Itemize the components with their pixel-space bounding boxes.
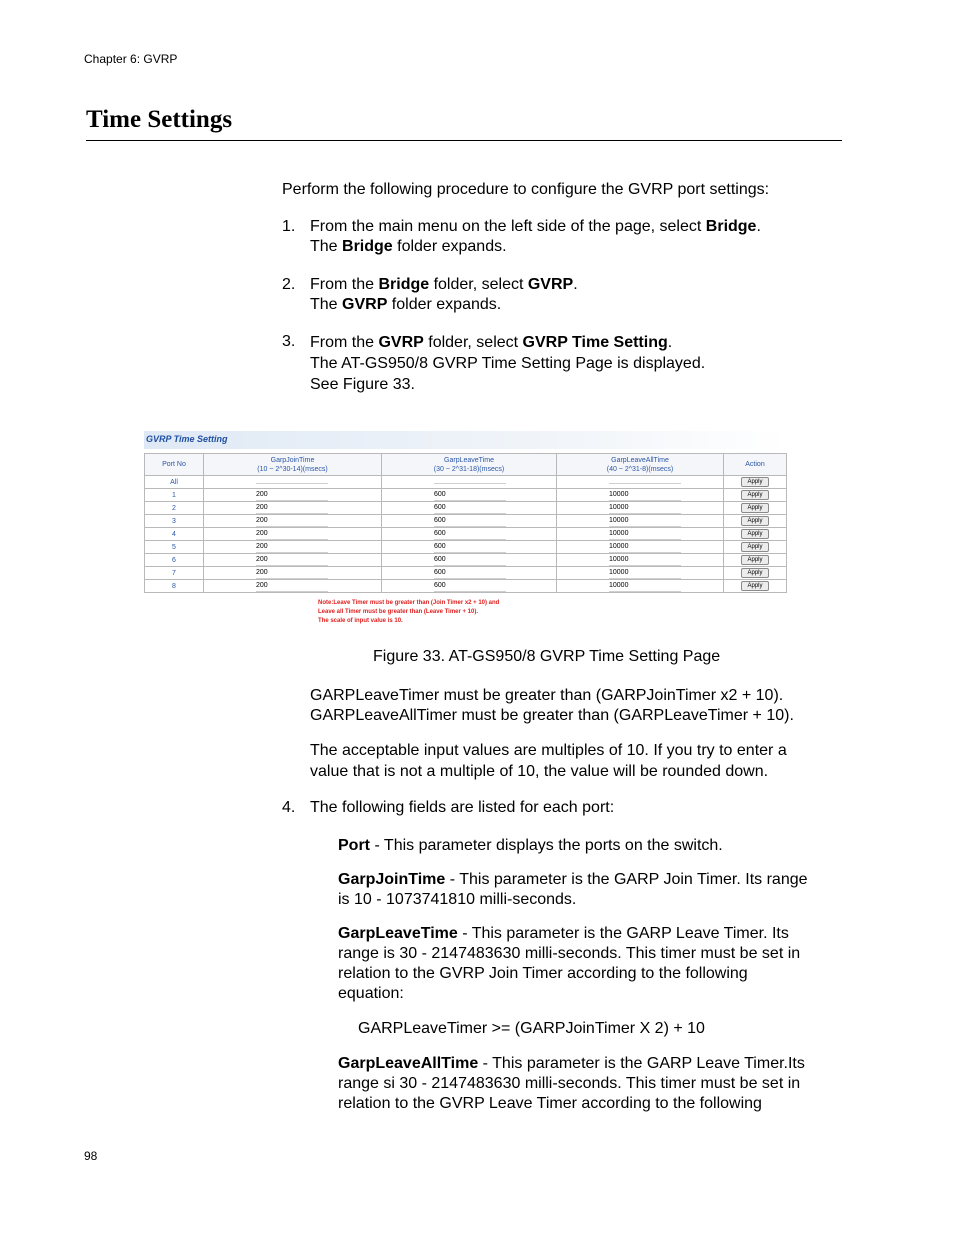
leave-input-value: 600 [434, 490, 506, 501]
column-header-port: Port No [145, 454, 204, 476]
timer-rule-paragraph: GARPLeaveTimer must be greater than (GARPJoinTimer x2 + 10). GARPLeaveAllTimer must be greater than (GARPLeaveTimer + 10). [310, 687, 794, 724]
leave-input[interactable] [382, 515, 557, 528]
page-number: 98 [84, 1149, 98, 1163]
column-header-action: Action [724, 454, 787, 476]
leave-input[interactable] [382, 476, 557, 489]
join-input[interactable] [204, 554, 382, 567]
leaveall-input[interactable] [557, 489, 724, 502]
table-row [145, 567, 787, 580]
leave-input-value: 600 [434, 516, 506, 527]
join-input[interactable] [204, 541, 382, 554]
gvrp-time-table [144, 453, 787, 593]
leaveall-input-value: 10000 [609, 555, 681, 566]
input-values-paragraph: The acceptable input values are multiples of 10. If you try to enter a value that is not a multiple of 10, the value will be rounded down. [310, 742, 787, 780]
running-head: Chapter 6: GVRP [84, 52, 178, 66]
port-link[interactable]: 2 [145, 502, 204, 515]
table-row [145, 502, 787, 515]
apply-button[interactable]: Apply [741, 516, 769, 526]
field-leave-desc: GarpLeaveTime - This parameter is the GARP Leave Timer. Its range is 30 - 2147483630 milli-seconds. This timer must be set in relation to the GVRP Join Timer according to the following equation: [338, 925, 801, 1002]
leave-input[interactable] [382, 528, 557, 541]
leaveall-input[interactable] [557, 567, 724, 580]
leaveall-input[interactable] [557, 476, 724, 489]
join-input[interactable] [204, 580, 382, 593]
step-number: 3. [282, 333, 296, 350]
column-header-leave: GarpLeaveTime (30 ~ 2^31-18)(msecs) [382, 454, 557, 476]
table-row-all [145, 476, 787, 489]
field-join-desc: GarpJoinTime - This parameter is the GARP Join Timer. Its range is 10 - 1073741810 milli-seconds. [338, 871, 808, 908]
page-title: Time Settings [86, 106, 233, 133]
leave-input[interactable] [382, 489, 557, 502]
leave-input-value: 600 [434, 529, 506, 540]
intro-paragraph: Perform the following procedure to configure the GVRP port settings: [282, 181, 770, 198]
leave-input-value: 600 [434, 555, 506, 566]
field-leaveall-desc: GarpLeaveAllTime - This parameter is the GARP Leave Timer.Its range si 30 - 2147483630 milli-seconds. This timer must be set in relation to the GVRP Leave Timer according to the following [338, 1055, 805, 1112]
apply-button[interactable]: Apply [741, 477, 769, 487]
leaveall-input-value: 10000 [609, 568, 681, 579]
leave-input-value: 600 [434, 503, 506, 514]
leave-input[interactable] [382, 580, 557, 593]
figure-window-title: GVRP Time Setting [146, 434, 228, 444]
table-row [145, 515, 787, 528]
table-row [145, 489, 787, 502]
leaveall-input-value: 10000 [609, 516, 681, 527]
port-cell[interactable]: All [145, 476, 204, 489]
port-link[interactable]: 5 [145, 541, 204, 554]
leaveall-input-value: 10000 [609, 529, 681, 540]
leave-input[interactable] [382, 502, 557, 515]
leaveall-input-value: 10000 [609, 581, 681, 592]
join-input-value: 200 [256, 542, 328, 553]
leaveall-input[interactable] [557, 502, 724, 515]
step-number: 1. [282, 218, 296, 235]
port-link[interactable]: 4 [145, 528, 204, 541]
step-2-text: From the Bridge folder, select GVRP. The GVRP folder expands. [310, 276, 578, 313]
column-header-join: GarpJoinTime (10 ~ 2^30-14)(msecs) [204, 454, 382, 476]
join-input-value: 200 [256, 568, 328, 579]
action-cell [724, 515, 787, 528]
leave-input-value: 600 [434, 542, 506, 553]
leaveall-input[interactable] [557, 528, 724, 541]
table-row [145, 528, 787, 541]
apply-button[interactable]: Apply [741, 555, 769, 565]
join-input-value: 200 [256, 581, 328, 592]
table-header-row [145, 454, 787, 476]
join-input[interactable] [204, 476, 382, 489]
join-input-value: 200 [256, 555, 328, 566]
table-row [145, 554, 787, 567]
leave-timer-equation: GARPLeaveTimer >= (GARPJoinTimer X 2) + 10 [358, 1020, 705, 1037]
join-input-value: 200 [256, 516, 328, 527]
step-3-text: From the GVRP folder, select GVRP Time Setting. The AT-GS950/8 GVRP Time Setting Page is displayed. See Figure 33. [310, 334, 706, 393]
table-row [145, 580, 787, 593]
action-cell [724, 541, 787, 554]
leaveall-input[interactable] [557, 515, 724, 528]
figure-note: Note:Leave Timer must be greater than (Join Timer x2 + 10) and Leave all Timer must be greater than (Leave Timer + 10). The scale of input value is 10. [318, 600, 500, 624]
figure-title-bar [144, 431, 786, 449]
leave-input[interactable] [382, 567, 557, 580]
figure-caption: Figure 33. AT-GS950/8 GVRP Time Setting Page [373, 648, 721, 665]
apply-button[interactable]: Apply [741, 581, 769, 591]
action-cell [724, 528, 787, 541]
leave-input-value: 600 [434, 581, 506, 592]
join-input-value: 200 [256, 529, 328, 540]
port-link[interactable]: 7 [145, 567, 204, 580]
port-link[interactable]: 8 [145, 580, 204, 593]
title-rule [86, 140, 842, 141]
port-link[interactable]: 1 [145, 489, 204, 502]
leaveall-input[interactable] [557, 580, 724, 593]
join-input[interactable] [204, 567, 382, 580]
port-link[interactable]: 6 [145, 554, 204, 567]
leaveall-input[interactable] [557, 541, 724, 554]
leave-input[interactable] [382, 541, 557, 554]
join-input[interactable] [204, 502, 382, 515]
action-cell [724, 554, 787, 567]
column-header-leaveall: GarpLeaveAllTime (40 ~ 2^31-8)(msecs) [557, 454, 724, 476]
leaveall-input-value: 10000 [609, 503, 681, 514]
port-link[interactable]: 3 [145, 515, 204, 528]
field-port-desc: Port - This parameter displays the ports on the switch. [338, 837, 723, 854]
action-cell [724, 580, 787, 593]
leaveall-input[interactable] [557, 554, 724, 567]
apply-button[interactable]: Apply [741, 542, 769, 552]
table-row [145, 541, 787, 554]
step-4-text: The following fields are listed for each port: [310, 799, 615, 816]
apply-button[interactable]: Apply [741, 568, 769, 578]
leave-input-value: 600 [434, 568, 506, 579]
leave-input[interactable] [382, 554, 557, 567]
join-input-value: 200 [256, 490, 328, 501]
apply-button[interactable]: Apply [741, 529, 769, 539]
step-1-text: From the main menu on the left side of the page, select Bridge. The Bridge folder expands. [310, 218, 761, 255]
apply-button[interactable]: Apply [741, 490, 769, 500]
figure-screenshot [144, 431, 786, 627]
join-input[interactable] [204, 489, 382, 502]
step-number: 4. [282, 799, 296, 816]
leaveall-input-value: 10000 [609, 542, 681, 553]
join-input[interactable] [204, 515, 382, 528]
action-cell [724, 567, 787, 580]
leaveall-input-value: 10000 [609, 490, 681, 501]
action-cell [724, 489, 787, 502]
step-number: 2. [282, 276, 296, 293]
action-cell [724, 476, 787, 489]
join-input-value: 200 [256, 503, 328, 514]
apply-button[interactable]: Apply [741, 503, 769, 513]
action-cell [724, 502, 787, 515]
join-input[interactable] [204, 528, 382, 541]
